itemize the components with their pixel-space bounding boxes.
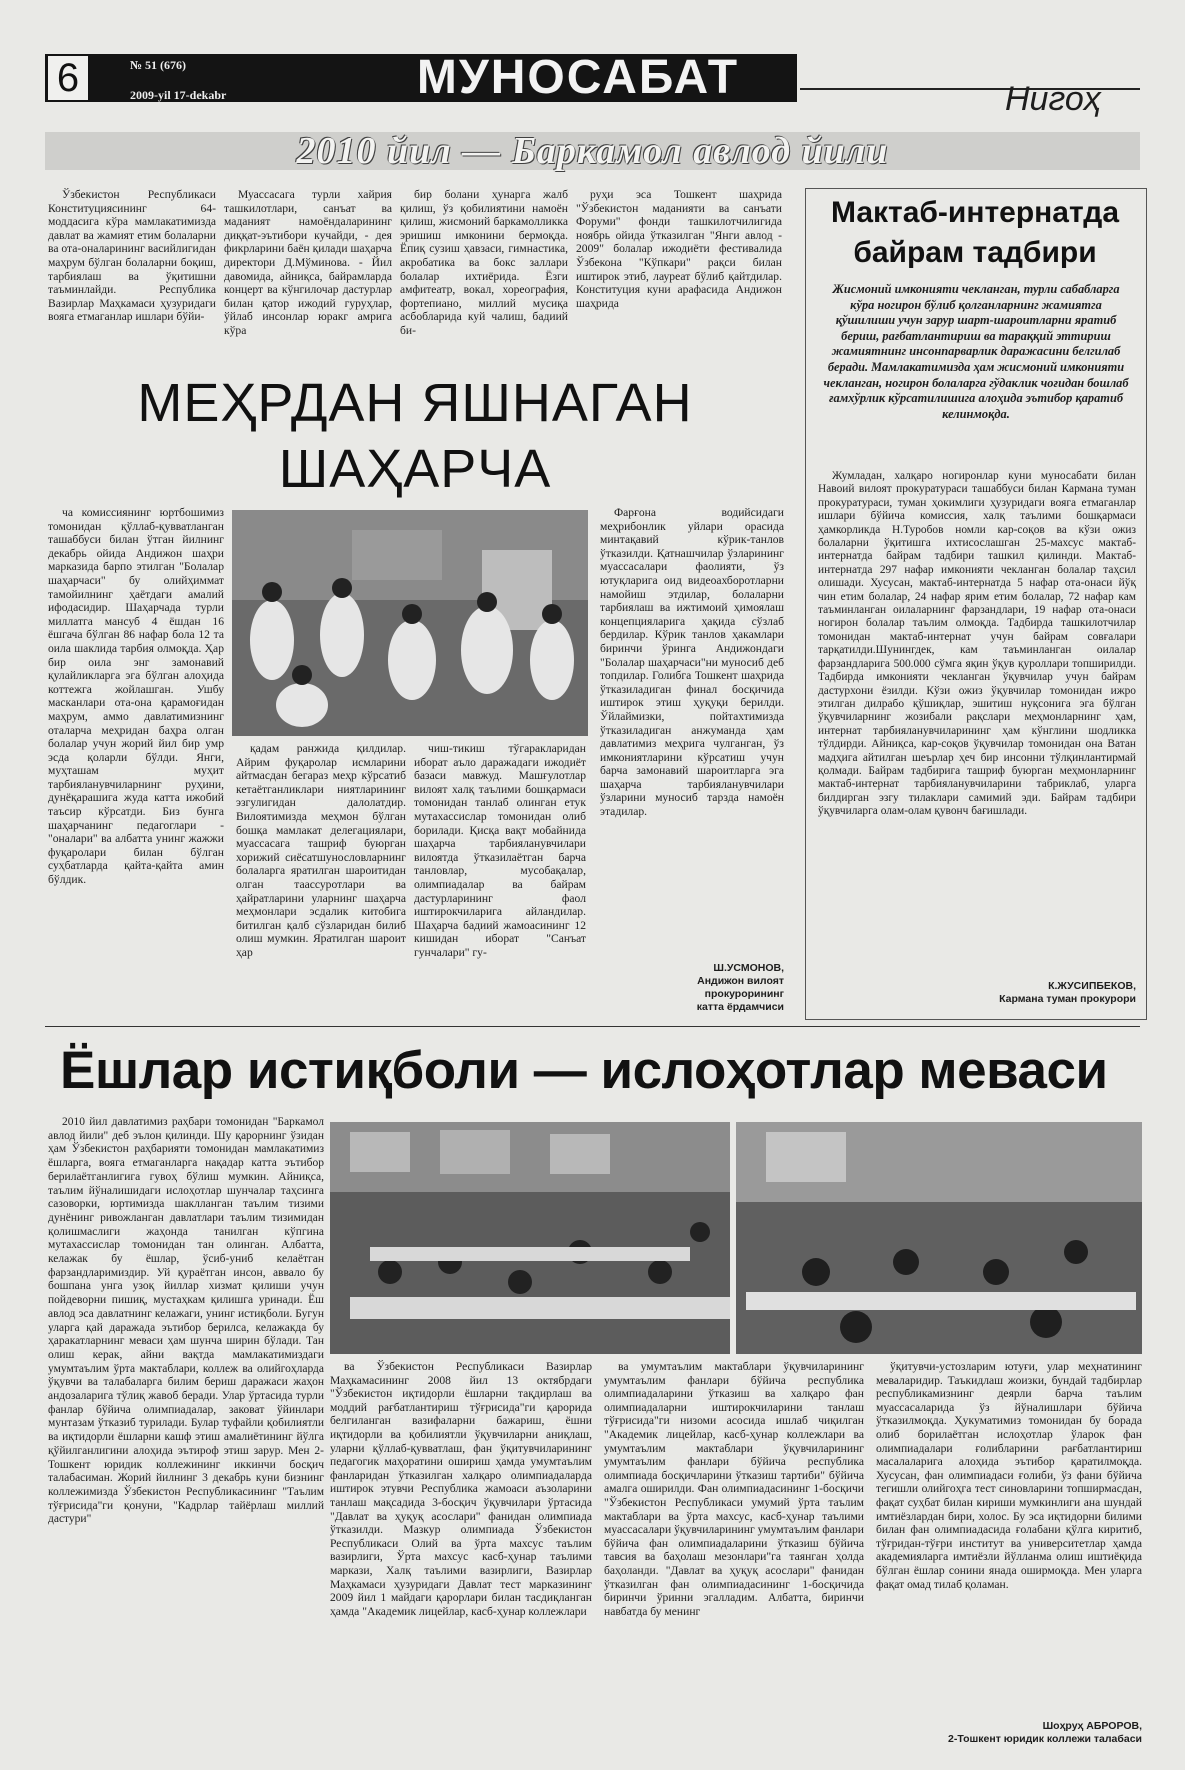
section-rubric: Нигоҳ <box>1005 80 1101 118</box>
article1-col4-top: руҳи эса Тошкент шаҳрида "Ўзбекистон маданияти ва санъати Форуми" фонди ташкилотчилигида ноябрь ойида ўтказилган "Янги авлод - 2009" болалар ижодиёти фестивалида Ўзбекона "Кўпкари" рақси билан иштирок этиб, лауреат бўлиб қайтдилар. Конституция куни арафасида Андижон шаҳрида <box>576 188 782 310</box>
article1-col3-top: бир болани ҳунарга жалб қилиш, ўз қобилиятини намоён қилиш, жисмоний баркамолликка эришиш имконини бермоқда. Ёпиқ сузиш ҳавзаси, гимнастика, акробатика ва бокс заллари болалар ихтиёрида. Ёзги амфитеатр, вокал, хореография, фортепиано, миллий мусиқа асбобларида куй чалиш, бадиий би- <box>400 188 568 337</box>
sidebar-signature: К.ЖУСИПБЕКОВ, Кармана туман прокурори <box>999 980 1136 1005</box>
article2-col1: 2010 йил давлатимиз раҳбари томонидан "Баркамол авлод йили" деб эълон қилинди. Шу қарорнинг ўзидан ҳам Ўзбекистон раҳбарияти томонидан мамлакатимиз ёшларга, вояга етмаганларга нақадар катта эътибор берилаётганлигига гувоҳ бўлиш мумкин. Айниқса, таълим йўналишидаги ислоҳотлар шунчалар таҳсинга сазоворки, юртимизда шаклланган таълим тизими дунёнинг ривожланган давлатлари таълим тизимидан қолишмаслиги жаҳонда танилган кўпгина мутахассислар томонидан тан олинган. Албатта, келажак бу ёшлар, ўсиб-униб келаётган фарзандларимиздир. Уй қураётган инсон, аввало бу бошпана унга узоқ йиллар хизмат қилиши учун пойдеворни пишиқ, мустаҳкам қилишга уринади. Ёш авлод эса давлатнинг келажаги, унинг истиқболи. Бугун уларга қай даражада эътибор берилса, келажакда бу ҳаракатларнинг меваси ҳам шунча ширин бўлади. Тан олиш керак, айни вақтда мамлакатимиздаги умумтаълим ўрта мактаблари, коллеж ва олийгоҳларда ўқувчи ва талабаларга билим бериш даражаси жаҳон андозаларига тўлиқ жавоб беради. Улар ўртасида турли фанлар бўйича олимпиадалар, заковат ўйинлари мунтазам ўтказиб турилади. Булар туфайли қобилиятли ва иқтидорли ёшларни кашф этиш амалиётининг йўлга қўйилганлигини алоҳида эътироф этиш зарур. Мен 2-Тошкент юридик коллежининг иккинчи босқич талабасиман. Жорий йилнинг 3 декабрь куни бизнинг коллежимизда Ўзбекистон Республикасининг "Таълим тўғрисида"ги қонуни, "Кадрлар тайёрлаш миллий дастури" <box>48 1116 324 1526</box>
photo-illustration-2 <box>736 1122 1142 1354</box>
newspaper-title: МУНОСАБАТ <box>416 51 740 104</box>
article1-col1-top: Ўзбекистон Республикаси Конституциясининг 64-моддасига кўра мамлакатимизда давлат ва жамият етим болаларни ва ота-оналарининг васийлигидан маҳрум бўлган болаларни боқиш, тарбиялаш ва ўқитишни таъминлайди. Республика Вазирлар Маҳкамаси ҳузуридаги вояга етмаганлар ишлари бўйи- <box>48 188 216 324</box>
article1-signature: Ш.УСМОНОВ, Андижон вилоят прокурорининг катта ёрдамчиси <box>696 962 784 1013</box>
article2-headline: Ёшлар истиқболи — ислоҳотлар меваси <box>60 1041 1108 1100</box>
page-number: 6 <box>48 56 88 100</box>
students-exam-photo-2 <box>736 1122 1142 1354</box>
photo-illustration-1 <box>330 1122 730 1354</box>
banner-slogan: 2010 йил — Баркамол авлод йили <box>296 130 889 172</box>
article2-col4: ўқитувчи-устозларим ютуғи, улар меҳнатининг меваларидир. Таъкидлаш жоизки, бундай тадбирлар республикамизнинг деярли барча таълим муассасаларида ўз йўналишлари бўйича ўтказилмоқда. Ҳукуматимиз томонидан бу борада олиб борилаётган ислоҳотлар ўларок фан олимпиадалари ғолибларини рағбатлантириш масалаларига алоҳида эътибор қаратилмоқда. Хусусан, фан олимпиадаси ғолиби, ўз фани бўйича тегишли олийгоҳга тест синовларини топширмасдан, фақат суҳбат билан кириши мумкинлиги ана шундай имтиёзлардан бири, холос. Бу эса иқтидорни билими билан фан олимпиадасида ғолабани қўлга киритиб, тўғридан-тўғри институт ва университетлар ҳамда академияларга имтиёзли йўлланма олиш иштиёқида бўлган ёшлар сонини янада оширмоқда. Мен уларга фақат омад тилаб қоламан. <box>876 1360 1142 1591</box>
article2-signature: Шоҳруҳ АБРОРОВ, 2-Тошкент юридик коллежи талабаси <box>948 1720 1142 1745</box>
issue-date: 2009-yil 17-dekabr <box>130 88 227 102</box>
article1-col4-mid: Фарғона водийсидаги меҳрибонлик уйлари орасида минтақавий кўрик-танлов ўтказилди. Қатнашчилар ўзларининг муассасалари фаолияти, ўз ютуқларига оид видеоахборотларни намойиш этдилар, болаларни тарбиялаш ва ижтимоий ҳимоялаш концепцияларига ҳақида сўзлаб бердилар. Кўрик танлов ҳакамлари биринчи ўринга Андижондаги "Болалар шаҳарчаси"ни муносиб деб топдилар. Голибга Тошкент шаҳрида ўтказиладиган финал босқичида иштирок этиш ҳуқуқи берилди. Ўйлаймизки, пойтахтимизда ўтказиладиган анжуманда ҳам давлатимиз меҳрига чулганган, ўз имкониятларини кўрсатиш учун барча замонавий шароитларга эга шаҳарча тарбияланувчилари ўзларини муносиб тарзда намоён этадилар. <box>600 506 784 819</box>
sidebar-lead: Жисмоний имконияти чекланган, турли сабабларга кўра ногирон бўлиб қолганларнинг жамиятга қўшилиши учун зарур шарт-шароитларни яратиб бериш, рағбатлантириш ва тараққий эттириш жамиятнинг инсонпарварлик даражасини белгилаб беради. Мамлакатимизда ҳам жисмоний имконияти чекланган, ногирон болаларга гўдаклик чоғидан бошлаб ғамхўрлик кўрсатилишига алоҳида эътибор қаратиб келинмоқда. <box>823 282 1129 421</box>
article1-headline: МЕҲРДАН ЯШНАГАН ШАҲАРЧА <box>137 373 693 499</box>
photo-illustration <box>232 510 588 736</box>
sidebar-body: Жумладан, халқаро ногиронлар куни муносабати билан Навоий вилоят прокуратураси ташаббуси билан Кармана туман прокуратураси, туман ҳокимлиги ҳузуридаги вояга етмаганлар ишлари бўйича комиссия, халқ таълими бошқармаси ҳамкорликда Н.Туробов номли кар-соқов ва кўзи ожиз болаларни ўқитишга ихтисослашган 25-махсус мактаб-интернатда байрам тадбири ташкил қилинди. Мактаб-интернатда 297 нафар имконияти чекланган болалар таҳсил олишади. Хусусан, мактаб-интернатда 5 нафар ота-онаси йўқ чин етим болалар, 24 нафар ярим етим болалар, 72 нафар кам таъминланган оилаларнинг фарзандлари, 19 нафар ота-онаси ногирон болалар таълим олмоқда. Тадбирда ташкилотчилар томонидан мактаб-интернат учун байрам совғалари тарқатилди.Шунингдек, кам таъминланган оилалар фарзандларига 500.000 сўмга яқин ўқув қуроллари топширилди. Тадбирда имконияти чекланган ўқувчилар учун байрам дастурхони ёзилди. Кўзи ожиз ўқувчилар томонидан ижро этилган дилрабо қўшиқлар, эшитиш нуқсонига эга бўлган ўқувчиларнинг жозибали рақслари меҳмонларнинг ҳам, интернат тарбияланувчиларининг ҳам кўнглини шодликка тўлдирди. Айниқса, кар-соқов ўқувчилар томонидан она Ватан мадҳига айтилган шеърлар ҳеч бир инсонни тўлқинлантирмай қолмади. Байрам тадбирига ташриф буюрган меҳмонларнинг мактаб-интернат тарбияланувчиларини табриклаб, уларга билдирган эзгу тилаклари самимий эди. Байрам тадбири ўқувчиларга олам-олам қувонч бағишлади. <box>818 470 1136 818</box>
section-divider <box>45 1026 1140 1027</box>
article1-col3-bottom: чиш-тикиш тўгаракларидан иборат аъло даражадаги ижодиёт базаси мавжуд. Машғулотлар вилоят халқ таълими бошқармаси томонидан танлаб олинган етук мутахассислар томонидан олиб борилади. Қисқа вақт мобайнида шаҳарча тарбияланувчилари вилоятда ўтказилаётган барча танловлар, мусобақалар, олимпиадалар ва байрам дастурларининг фаол иштирокчиларига айландилар. Шаҳарча бадиий жамоасининг 12 кишидан иборат "Санъат гунчалари" гу- <box>414 742 586 959</box>
issue-number: № 51 (676) <box>130 58 187 72</box>
students-exam-photo-1 <box>330 1122 730 1354</box>
article1-col2-bottom: қадам ранжида қилдилар. Айрим фуқаролар исмларини айтмасдан бегараз меҳр кўрсатиб кетаётганликлари ниятларининг эзгулигидан далолатдир. Вилоятимизда меҳмон бўлган бошқа мамлакат делегациялари, муассасага ташриф буюрган хорижий сиёсатшунословларнинг болаларга яратилган шароитидан олган таассуротлари ва ҳайратларини уларнинг шаҳарча меҳмонлари эсдалик китобига битилган қалб сўзларидан билиб олиш мумкин. Яратилган шароит ҳар <box>236 742 406 959</box>
article2-col2: ва Ўзбекистон Республикаси Вазирлар Маҳкамасининг 2008 йил 13 октябрдаги "Ўзбекистон иқтидорли ёшларни тақдирлаш ва моддий рағбатлантириш тўғрисида"ги қарорида белгиланган вазифаларни бажариш, ёшни иқтидорли ва қобилиятли ўқувчиларни аниқлаш, уларни қўллаб-қувватлаш, фан ўқитувчиларининг педагогик маҳоратини ошириш ҳамда умумтаълим фанларидан ўтказилган халқаро олимпиадаларда иштирок этувчи Республика жамоаси аъзоларини танлаш мақсадида 3-босқич ўқувчилари ўртасида "Давлат ва ҳуқуқ асослари" фанидан олимпиада ўтказилди. Мазкур олимпиада Ўзбекистон Республикаси Олий ва ўрта махсус таълим вазирлиги, Ўрта махсус касб-ҳунар таълими маркази, Халқ таълими вазирлиги, Вазирлар Маҳкамаси ҳузуридаги Давлат тест марказининг 2009 йил 1 майдаги қарорлари билан тасдиқланган ҳамда "Академик лицейлар, касб-ҳунар коллежлари <box>330 1360 592 1618</box>
sidebar-headline: Мактаб-интернатда байрам тадбири <box>830 196 1120 269</box>
article1-col1-mid: ча комиссиянинг юртбошимиз томонидан қўллаб-қувватланган ташаббуси билан ўтган йилнинг декабрь ойида Андижон шаҳри марказида барпо этилган "Болалар шаҳарчаси" бу олийҳиммат тамойилнинг ҳаётдаги амалий ифодасидир. Шаҳарчада турли миллатга мансуб 4 ёшдан 16 ёшгача бўлган 86 нафар бола 12 та оила шаклида тарбия олмоқда. Ҳар бир оила энг замонавий қулайликларга эга бўлган алоҳида коттежга жойлашган. Ушбу масканлари ота-она қарамоғидан маҳрум, аммо давлатимизнинг оталарча меҳридан баҳра олган болалар учун жорий йил бир умр эсда қоларли бўлди. Янги, муҳташам муҳит тарбияланувчиларнинг руҳини, дунёқарашига жуда катта ижобий таъсир кўрсатди. Биз бунга шаҳарчанинг педагоглари - "оналари" ва албатта унинг жажжи фуқаролари билан бўлган суҳбатларда қайта-қайта амин бўлдик. <box>48 506 224 887</box>
children-dance-photo <box>232 510 588 736</box>
article1-col2-top: Муассасага турли хайрия ташкилотлари, санъат ва маданият намоёндаларининг диққат-эътибори кучайди, - дея фикрларини баён қилади шаҳарча директори Д.Мўминова. - Йил давомида, айниқса, байрамларда концерт ва кўнгилочар дастурлар билан қатор ижодий гуруҳлар, ўйлаб инсонлар юракг амрига кўра <box>224 188 392 337</box>
article2-col3: ва умумтаълим мактаблари ўқувчиларининг умумтаълим фанлари бўйича республика олимпиадаларини ўтказиш ва халқаро фан олимпиадаларни иштирокчиларини танлаш тўғрисида"ги низоми асосида ишлаб чиқилган "Академик лицейлар, касб-ҳунар коллежлари ва умумтаълим мактаблари ўқувчиларининг умумтаълим фанлари бўйича республика олимпиада босқичларини ўтказиш тартиби" бўйича амалга оширилди. Фан олимпиадасининг 1-босқичи "Ўзбекистон Республикаси умумий ўрта таълим мактаблари ва ўрта махсус, касб-ҳунар таълими муассасалари ўқувчиларининг умумтаълим фанлари бўйича фан олимпиадаларини ўтказиш бўйича тавсия ва баҳолаш мезонлари"га таянган ҳолда баҳоланди. "Давлат ва ҳуқуқ асослари" фанидан ўтказилган фан олимпиадасининг 1-босқичида биринчи ўринни эгалладим. Албатта, биринчи навбатда бу менинг <box>604 1360 864 1618</box>
